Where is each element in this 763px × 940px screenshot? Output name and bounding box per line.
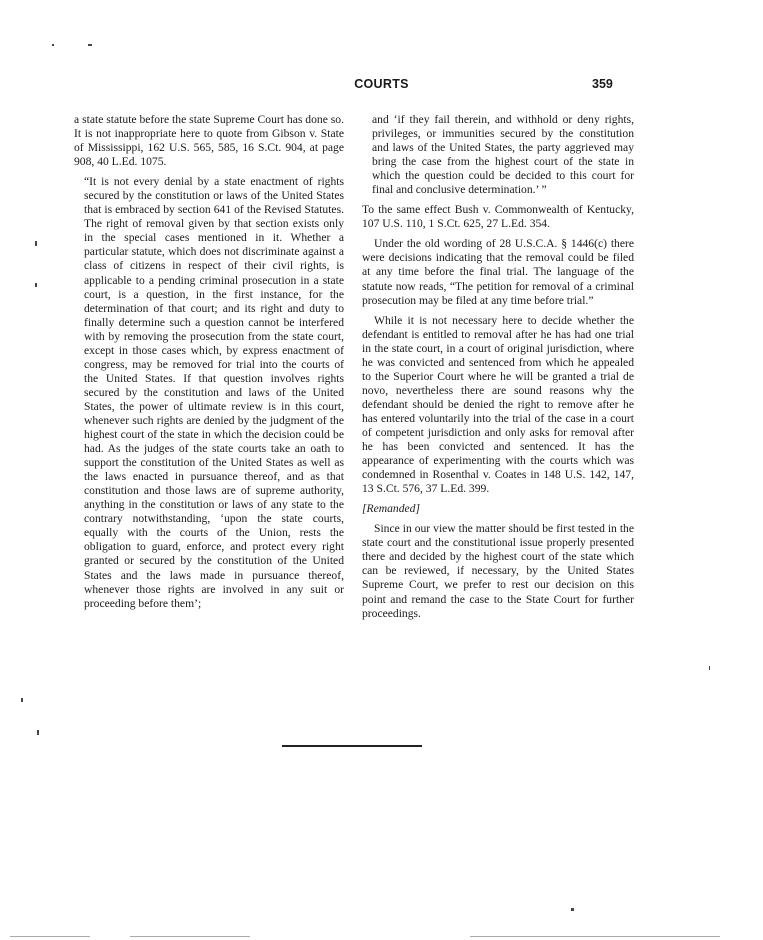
scan-edge-line: [470, 936, 720, 937]
scan-speck: [37, 730, 39, 735]
left-column: [74, 113, 344, 617]
paragraph: Under the old wording of 28 U.S.C.A. § 1446(c) there were decisions indicating that the removal could be filed at any time before the final trial. The language of the statute now reads, “The petition for removal of a criminal prosecution may be filed at any time before trial.”: [362, 237, 634, 307]
scan-edge-line: [10, 936, 90, 937]
paragraph: To the same effect Bush v. Commonwealth of Kentucky, 107 U.S. 110, 1 S.Ct. 625, 27 L.Ed. 354.: [362, 203, 634, 231]
section-heading: [Remanded]: [362, 502, 420, 516]
scan-speck: [88, 44, 92, 46]
scan-edge-line: [130, 936, 250, 937]
scan-speck: [35, 283, 37, 287]
scan-speck: [709, 666, 710, 670]
paragraph: a state statute before the state Supreme Court has done so. It is not inappropriate here to quote from Gibson v. State of Mississippi, 162 U.S. 565, 585, 16 S.Ct. 904, at page 908, 40 L.Ed. 1075.: [74, 113, 344, 169]
block-quote: “It is not every denial by a state enactment of rights secured by the constitution or laws of the United States that is embraced by section 641 of the Revised Statutes. The right of removal given by that section exists only in the special cases mentioned in it. Whether a particular statute, which does not discriminate against a class of citizens in respect of their civil rights, is applicable to a pending criminal prosecution in a state court, is a question, in the first instance, for the determination of that court; and its right and duty to finally determine such a question cannot be interfered with by removing the prosecution from the state court, except in those cases which, by express enactment of congress, may be removed for trial into the courts of the United States. If that question involves rights secured by the constitution and laws of the United States, the power of ultimate review is in this court, whenever such rights are denied by the judgment of the highest court of the state in which the decision could be had. As the judges of the state courts take an oath to support the constitution of the United States as well as the laws enacted in pursuance thereof, and as that constitution and those laws are of supreme authority, anything in the constitution or laws of any state to the contrary notwithstanding, ‘upon the state courts, equally with the courts of the Union, rests the obligation to guard, enforce, and protect every right granted or secured by the constitution of the United States and the laws made in pursuance thereof, whenever those rights are involved in any suit or proceeding before them’;: [84, 175, 344, 610]
scan-speck: [21, 698, 23, 702]
scan-speck: [571, 908, 574, 911]
paragraph: Since in our view the matter should be first tested in the state court and the constitutional issue properly presented there and decided by the highest court of the state which can be reviewed, if necessary, by the United States Supreme Court, we prefer to rest our decision on this point and remand the case to the State Court for further proceedings.: [362, 522, 634, 620]
right-column: [362, 113, 634, 627]
end-rule: [282, 745, 422, 747]
paragraph: While it is not necessary here to decide whether the defendant is entitled to removal after he has had one trial in the state court, in a court of original jurisdiction, where he was convicted and sentenced from which he appealed to the Superior Court where he will be granted a trial de novo, nevertheless there are sound reasons why the defendant should be denied the right to remove after he has entered voluntarily into the trial of the case in a court of competent jurisdiction and only asks for removal after he has been convicted and sentenced. It has the appearance of experimenting with the courts which was condemned in Rosenthal v. Coates in 148 U.S. 142, 147, 13 S.Ct. 576, 37 L.Ed. 399.: [362, 313, 634, 496]
page-number: 359: [592, 77, 613, 91]
block-quote-continuation: and ‘if they fail therein, and withhold or deny rights, privileges, or immunities secured by the constitution and laws of the United States, the party aggrieved may bring the case from the highest court of the state in which the question could be decided to this court for final and conclusive determination.’ ”: [372, 113, 634, 197]
scan-speck: [52, 44, 54, 46]
scan-speck: [35, 241, 37, 246]
running-head: COURTS: [354, 77, 409, 91]
